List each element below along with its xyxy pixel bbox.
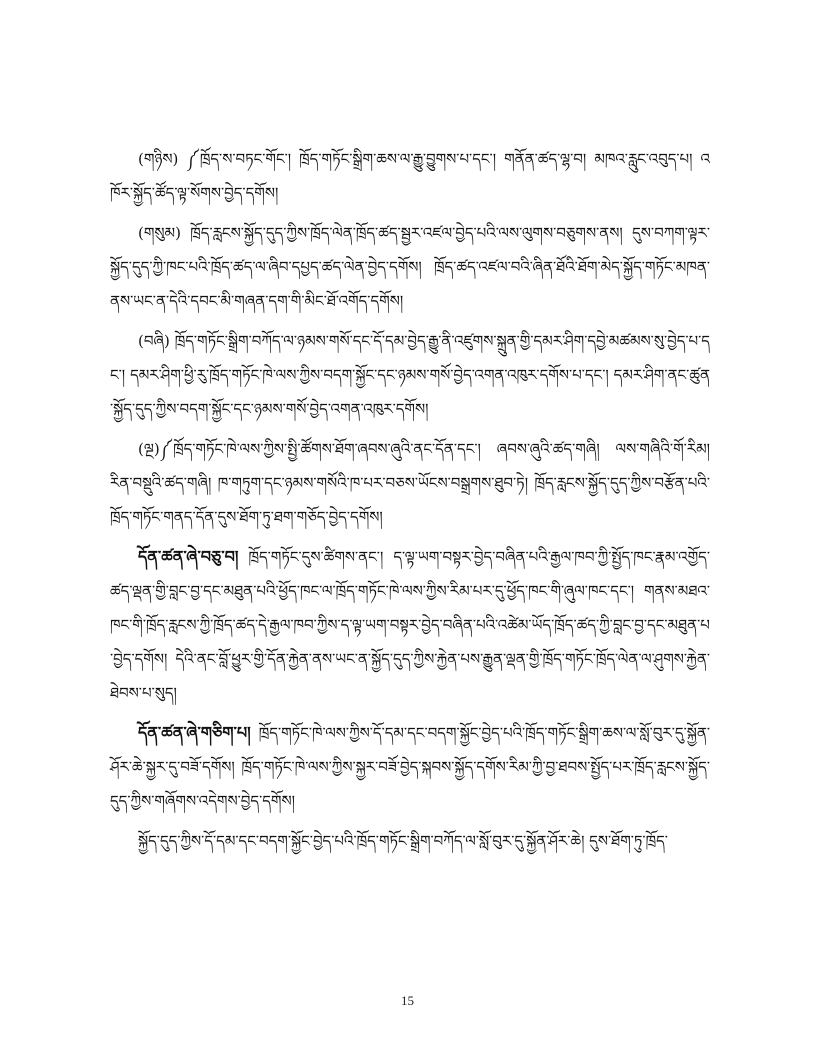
- paragraph-text: (ལྔ)༼ཁྲོད་གཏོང་ཁེ་ལས་ཀྱིས་སྤྱི་ཚོགས་ཐོག་ཞབས་ཞུའི་ནང་དོན་དང་། ཞབས་ཞུའི་ཚད་གཞི། ལས་གཞིའི་གོ་རིམ། རིན་བསྡུའི་ཚད་གཞི། ཁ་གཏུག་དང་ཉམས་གསོའི་ཁ་པར་བཅས་ཡོངས་བསྒྲགས་ཐུབ་ཏེ། ཁྲོད་རླངས་སྐྱོད་དུད་ཀྱིས་བརྩོན་པའི་ཁྲོད་གཏོང་གནད་དོན་དུས་ཐོག་ཏུ་ཐག་གཅོད་བྱེད་དགོས།: [110, 440, 710, 526]
- paragraph-text: ཁྲོད་གཏོང་དུས་ཚིགས་ནང་། ད་ལྟ་ཡག་བསྟར་བྱེད་བཞིན་པའི་རྒྱལ་ཁབ་ཀྱི་སྤྱོད་ཁང་རྣམ་འགྱོད་ཚད་ལྡན་གྱི་བླང་བྱ་དང་མཐུན་པའི་ཕྱོད་ཁང་ལ་ཁྲོད་གཏོང་ཁེ་ལས་ཀྱིས་རིམ་པར་དུ་ཕྱོད་ཁང་གི་ཞུལ་ཁང་དང་། གནས་མཐའ་ཁང་གི་ཁྲོད་རླངས་ཀྱི་ཁྲོད་ཚད་དེ་རྒྱལ་ཁབ་ཀྱིས་ད་ལྟ་ཡག་བསྟར་བྱེད་བཞིན་པའི་འཚེམ་ཡོད་ཁྲོད་ཚད་ཀྱི་བླང་བྱ་དང་མཐུན་པ་བྱེད་དགོས། དེའི་ནང་བློ་ཕྱུར་གྱི་དོན་རྐྱེན་ནས་ཡང་ན་སྐྱོད་དུད་ཀྱིས་རྐྱེན་པས་རྒྱུན་ལྡན་གྱི་ཁྲོད་གཏོང་ཁྲོད་ལེན་ལ་ཤུགས་རྐྱེན་ཐེབས་པ་སུད།: [110, 548, 710, 702]
- page-body: [110, 142, 710, 864]
- article-40: [110, 540, 710, 710]
- page-number: 15: [401, 993, 414, 1008]
- paragraph-text: (གཉིས) ༼ཁྲོད་ས་བཏང་གོང་། ཁྲོད་གཏོང་སྒྲིག་ཆས་ལ་རྒྱུ་བྱུགས་པ་དང་། གནོན་ཚད་ལྷ་བ། མཁའ་རླུང་འབུད་པ། འཁོར་སྐྱོད་ཚོད་ལྟ་སོགས་བྱེད་དགོས།: [110, 150, 710, 202]
- paragraph-text: ཁྲོད་གཏོང་ཁེ་ལས་ཀྱིས་དོ་དམ་དང་བདག་སྐྱོང་བྱེད་པའི་ཁྲོད་གཏོང་སྒྲིག་ཆས་ལ་སློ་བུར་དུ་སྐྱོན་ཤོར་ཆེ་སྐྱར་དུ་བཟོ་དགོས། ཁྲོད་གཏོང་ཁེ་ལས་ཀྱིས་སྐྱར་བཟོ་བྱེད་སྐབས་སྐྱོད་དགོས་རིམ་ཀྱི་བྱ་ཐབས་སྤྱོད་པར་ཁྲོད་རླངས་སྐྱོད་དུད་ཀྱིས་གཞོགས་འདེགས་བྱེད་དགོས།: [110, 724, 710, 810]
- article-41: [110, 716, 710, 818]
- article-heading: དོན་ཚན་ཞེ་བཅུ་བ།: [138, 547, 239, 566]
- paragraph-text: (བཞི) ཁྲོད་གཏོང་སྒྲིག་བཀོད་ལ་ཉམས་གསོ་དང་དོ་དམ་བྱེད་རྒྱུ་ནི་འཛུགས་སྐྲུན་གྱི་དམར་ཤིག་དབྱེ་མཚམས་སུ་བྱེད་པ་དང་། དམར་ཤིག་ཕྱི་རུ་ཁྲོད་གཏོང་ཁེ་ལས་ཀྱིས་བདག་སྐྱོང་དང་ཉམས་གསོ་བྱེད་འགན་འཁུར་དགོས་པ་དང་། དམར་ཤིག་ནང་ཚུན་སྐྱོད་དུད་ཀྱིས་བདག་སྐྱོང་དང་ཉམས་གསོ་བྱེད་འགན་འཁུར་དགོས།: [110, 332, 710, 418]
- article-heading: དོན་ཚན་ཞེ་གཅིག་པ།: [138, 723, 251, 742]
- paragraph-text: (གསུམ) ཁྲོད་རླངས་སྐྱོད་དུད་ཀྱིས་ཁྲོད་ལེན་ཁྲོད་ཚད་སྦྱར་འཛལ་བྱེད་པའི་ལས་ལུགས་བཅུགས་ནས། དུས་བཀག་ལྟར་སྐྱོད་དུད་ཀྱི་ཁང་པའི་ཁྲོད་ཚད་ལ་ཞིབ་དཔྱད་ཚད་ལེན་བྱེད་དགོས། ཁྲོད་ཚད་འཛལ་བའི་ཞིན་ཐོའི་ཐོག་མེད་སྐྱོད་གཏོང་མཁན་ནས་ཡང་ན་དེའི་དབང་མི་གཞན་དག་གི་མིང་ཐོ་འགོད་དགོས།: [110, 224, 710, 310]
- paragraph-continuation: [110, 824, 710, 858]
- paragraph-text: སྐྱོད་དུད་ཀྱིས་དོ་དམ་དང་བདག་སྐྱོང་བྱེད་པའི་ཁྲོད་གཏོང་སྒྲིག་བཀོད་ལ་སློ་བུར་དུ་སྐྱོན་ཤོར་ཆེ། དུས་ཐོག་ཏུ་ཁྲོད་: [138, 832, 668, 850]
- paragraph-item-2: [110, 142, 710, 210]
- paragraph-item-4: [110, 324, 710, 426]
- paragraph-item-5: [110, 432, 710, 534]
- paragraph-item-3: [110, 216, 710, 318]
